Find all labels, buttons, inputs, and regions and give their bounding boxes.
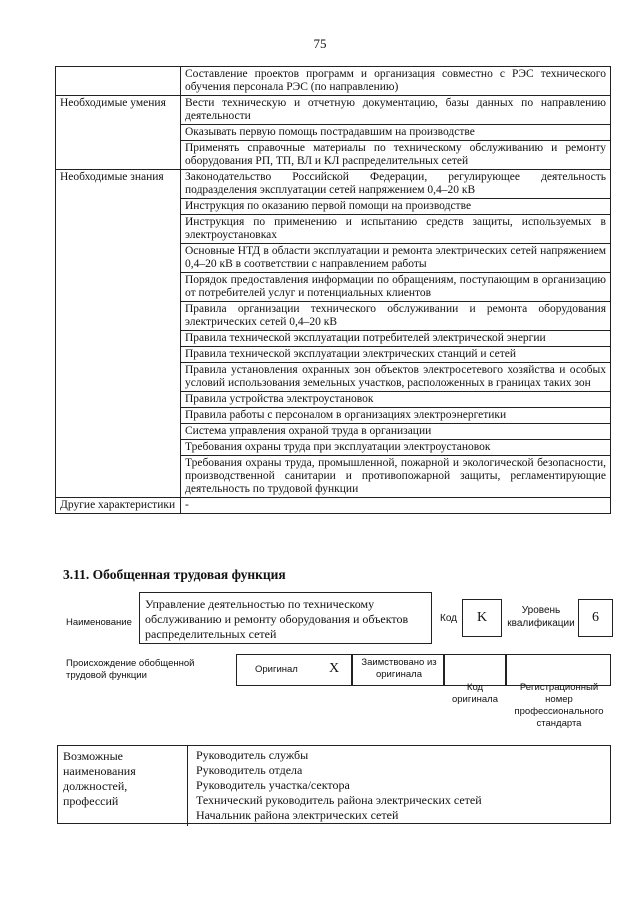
position-item: Руководитель участка/сектора: [196, 778, 350, 792]
position-item: Технический руководитель района электрических сетей: [196, 793, 482, 807]
borrowed-label: Заимствовано из оригинала: [361, 657, 437, 680]
requirements-table: [55, 66, 611, 514]
position-item: Начальник района электрических сетей: [196, 808, 399, 822]
row-item: Правила установления охранных зон объектов электросетевого хозяйства и особых условий использования земельных участков, расположенных в границах таких зон: [181, 363, 611, 392]
origin-label: Происхождение обобщенной трудовой функции: [66, 658, 195, 681]
table-row: [56, 67, 611, 96]
code-original-caption: Код оригинала: [451, 682, 498, 705]
row-label: [56, 67, 181, 96]
positions-list: [188, 745, 612, 826]
table-row: [56, 498, 611, 514]
row-item: Вести техническую и отчетную документацию, базы данных по направлению деятельности: [181, 96, 611, 125]
row-item: -: [181, 498, 611, 514]
row-item: Правила работы с персоналом в организациях электроэнергетики: [181, 408, 611, 424]
table-row: [56, 96, 611, 125]
position-item: Руководитель отдела: [196, 763, 303, 777]
page-number: 75: [313, 36, 327, 51]
row-item: Применять справочные материалы по техническому обслуживанию и ремонту оборудования РП, ТП, ВЛ и КЛ распределительных сетей: [181, 141, 611, 170]
row-item: Правила технической эксплуатации электрических станций и сетей: [181, 347, 611, 363]
row-label: Необходимые знания: [56, 170, 181, 498]
borrowed-cell: [352, 654, 444, 686]
code-label: Код: [440, 613, 458, 624]
row-item: Порядок предоставления информации по обращениям, поступающим в организацию от потребителей услуг и потенциальных клиентов: [181, 273, 611, 302]
row-label: Необходимые умения: [56, 96, 181, 170]
original-cell: [236, 654, 352, 686]
row-item: Система управления охраной труда в организации: [181, 424, 611, 440]
row-item: Законодательство Российской Федерации, регулирующее деятельность подразделения эксплуатации сетей напряжением 0,4–20 кВ: [181, 170, 611, 199]
table-row: [56, 170, 611, 199]
row-item: Требования охраны труда, промышленной, пожарной и экологической безопасности, производственной санитарии и противопожарной защиты, регламентирующие деятельность по трудовой функции: [181, 456, 611, 498]
row-item: Правила организации технического обслуживании и ремонта оборудования электрических сетей 0,4–20 кВ: [181, 302, 611, 331]
positions-label: Возможные наименования должностей, профессий: [57, 745, 188, 826]
original-label: Оригинал: [255, 664, 298, 675]
row-item: Инструкция по оказанию первой помощи на производстве: [181, 199, 611, 215]
row-item: Правила технической эксплуатации потребителей электрической энергии: [181, 331, 611, 347]
level-field: 6: [578, 599, 613, 637]
original-mark: X: [329, 661, 340, 676]
position-item: Руководитель службы: [196, 748, 309, 762]
row-item: Требования охраны труда при эксплуатации электроустановок: [181, 440, 611, 456]
name-label: Наименование: [66, 617, 132, 628]
row-item: Оказывать первую помощь пострадавшим на производстве: [181, 125, 611, 141]
level-label: Уровень квалификации: [507, 605, 575, 629]
row-item: Правила устройства электроустановок: [181, 392, 611, 408]
section-heading: 3.11. Обобщенная трудовая функция: [63, 567, 286, 582]
row-item: Основные НТД в области эксплуатации и ремонта электрических сетей напряжением 0,4–20 кВ в соответствии с направлением работы: [181, 244, 611, 273]
row-item: Инструкция по применению и испытанию средств защиты, используемых в электроустановках: [181, 215, 611, 244]
code-field: K: [462, 599, 502, 637]
reg-number-caption: Регистрационный номер профессионального стандарта: [514, 682, 604, 729]
function-name-field: Управление деятельностью по техническому обслуживанию и ремонту оборудования и объектов распределительных сетей: [139, 592, 432, 644]
positions-table: [57, 745, 611, 826]
row-label: Другие характеристики: [56, 498, 181, 514]
row-item: Составление проектов программ и организация совместно с РЭС технического обучения персонала РЭС (по направлению): [181, 67, 611, 96]
